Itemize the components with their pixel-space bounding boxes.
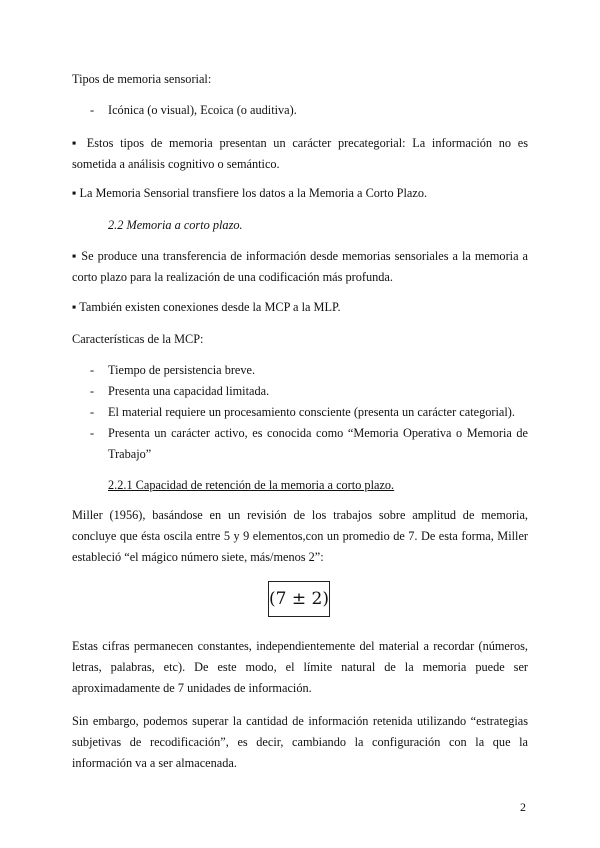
paragraph-precategorial [72, 133, 528, 175]
square-bullet-icon: ▪ [72, 300, 77, 314]
subsection-heading: 2.2.1 Capacidad de retención de la memoria a corto plazo. [108, 478, 395, 492]
paragraph-strategies: Sin embargo, podemos superar la cantidad de información retenida utilizando “estrategias subjetivas de recodificación”, es decir, cambiando la configuración con la que la información va a ser almacenada. [72, 714, 528, 770]
list-item [72, 381, 528, 402]
page-number: 2 [520, 800, 526, 814]
dash-bullet: - [90, 426, 95, 440]
dash-bullet: - [90, 103, 95, 117]
list-item [72, 423, 528, 465]
formula-box: (7 ± 2) [268, 581, 330, 617]
paragraph-miller: Miller (1956), basándose en un revisión de los trabajos sobre amplitud de memoria, concluye que ésta oscila entre 5 y 9 elementos,con un promedio de 7. De esta forma, Miller estableció “el mágico número siete, más/menos 2”: [72, 508, 528, 564]
paragraph-text: Estos tipos de memoria presentan un carácter precategorial: La información no es sometida a análisis cognitivo o semántico. [72, 136, 529, 171]
intro-label: Tipos de memoria sensorial: [72, 72, 212, 86]
list-item-text: Presenta una capacidad limitada. [108, 384, 270, 398]
list-item-text: Icónica (o visual), Ecoica (o auditiva). [108, 103, 297, 117]
square-bullet-icon: ▪ [72, 249, 78, 263]
paragraph-deeper-coding [72, 246, 528, 288]
list-item-text: Tiempo de persistencia breve. [108, 363, 256, 377]
list-item-text: Presenta un carácter activo, es conocida como “Memoria Operativa o Memoria de Trabajo” [108, 426, 528, 461]
dash-bullet: - [90, 405, 95, 419]
paragraph-figures: Estas cifras permanecen constantes, independientemente del material a recordar (números, letras, palabras, etc). De este modo, el límite natural de la memoria puede ser aproximadamente de 7 unidades de información. [72, 639, 528, 695]
dash-bullet: - [90, 384, 95, 398]
list-item [72, 360, 528, 381]
square-bullet-icon: ▪ [72, 186, 77, 200]
list-item [72, 100, 528, 121]
paragraph-text: La Memoria Sensorial transfiere los datos a la Memoria a Corto Plazo. [79, 186, 428, 200]
section-heading: 2.2 Memoria a corto plazo. [108, 218, 243, 232]
dash-bullet: - [90, 363, 95, 377]
paragraph-connections [72, 297, 528, 318]
paragraph-transfer [72, 183, 528, 204]
list-item-text: El material requiere un procesamiento consciente (presenta un carácter categorial). [108, 405, 515, 419]
list-item [72, 402, 528, 423]
paragraph-text: También existen conexiones desde la MCP a la MLP. [79, 300, 341, 314]
characteristics-label: Características de la MCP: [72, 332, 204, 346]
paragraph-text: Se produce una transferencia de información desde memorias sensoriales a la memoria a corto plazo para la realización de una codificación más profunda. [72, 249, 528, 284]
square-bullet-icon: ▪ [72, 136, 81, 150]
